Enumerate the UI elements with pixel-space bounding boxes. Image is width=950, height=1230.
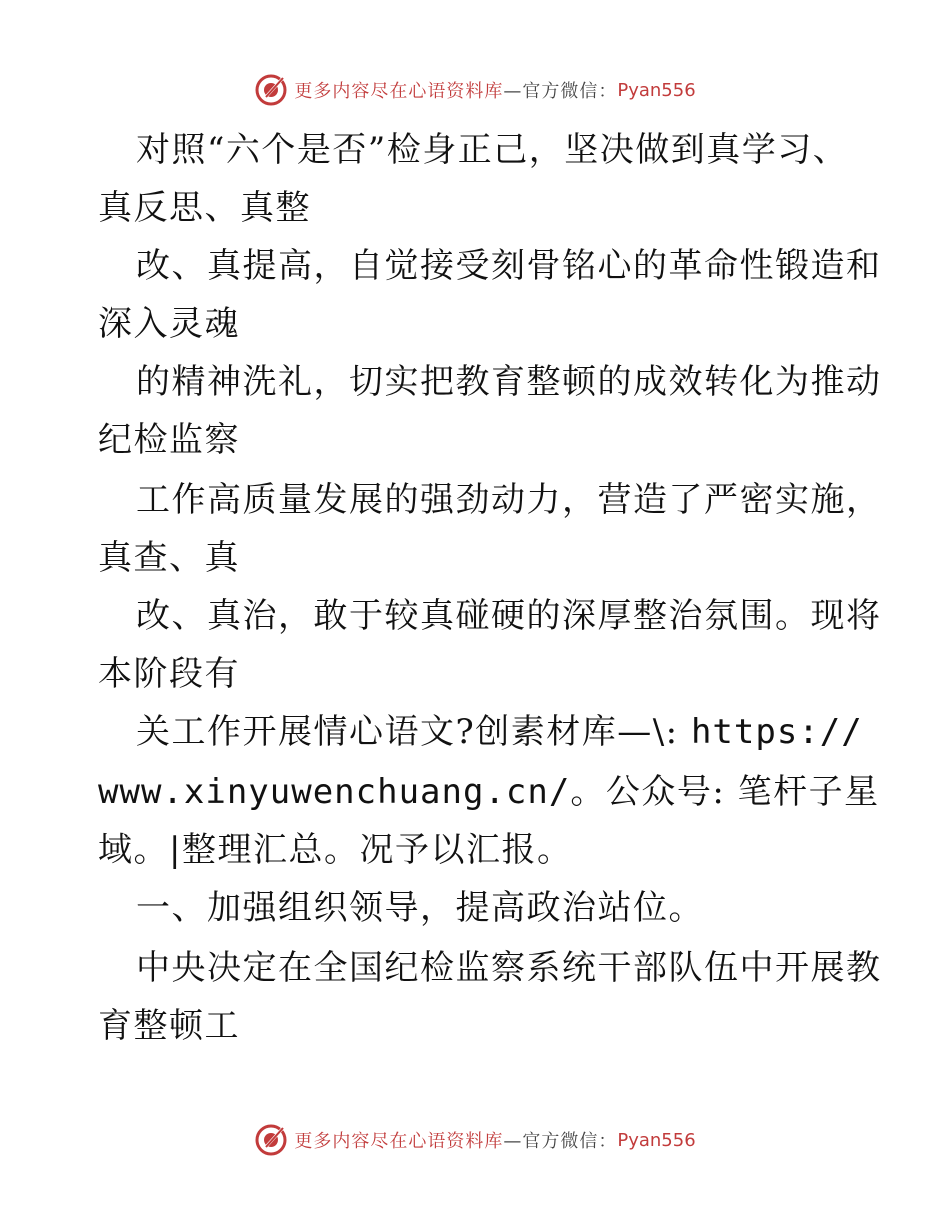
- watermark-wechat-id: Pyan556: [617, 79, 696, 101]
- watermark-separator: —官方微信：: [503, 1131, 618, 1152]
- url-text: www.xinyuwenchuang.cn/: [98, 772, 571, 812]
- paragraph-line: 工作高质量发展的强劲动力，营造了严密实施，: [136, 480, 882, 520]
- header-watermark: [0, 70, 950, 110]
- logo-icon: [254, 1123, 288, 1157]
- watermark-promo: 更多内容尽在心语资料库: [294, 1131, 504, 1152]
- paragraph-line: 深入灵魂: [98, 304, 240, 344]
- line-text: 关工作开展情心语文?创素材库—\:: [136, 712, 691, 752]
- watermark-separator: —官方微信：: [503, 81, 618, 102]
- paragraph-line: 改、真治，敢于较真碰硬的深厚整治氛围。现将: [136, 596, 882, 636]
- paragraph-line: 真查、真: [98, 538, 240, 578]
- paragraph-line-with-link: [98, 772, 880, 812]
- paragraph-line: 的精神洗礼，切实把教育整顿的成效转化为推动: [136, 362, 882, 402]
- logo-icon: [254, 73, 288, 107]
- watermark-wechat-id: Pyan556: [617, 1129, 696, 1151]
- paragraph-line: 真反思、真整: [98, 188, 311, 228]
- footer-watermark: [0, 1120, 950, 1160]
- paragraph-line: 本阶段有: [98, 654, 240, 694]
- paragraph-line-with-link: [136, 712, 863, 752]
- paragraph-line: 改、真提高，自觉接受刻骨铭心的革命性锻造和: [136, 246, 882, 286]
- paragraph-line: 对照“六个是否”检身正己，坚决做到真学习、: [136, 130, 849, 170]
- watermark-promo: 更多内容尽在心语资料库: [294, 81, 504, 102]
- url-text: https://: [690, 712, 863, 752]
- paragraph-line: 域。|整理汇总。况予以汇报。: [98, 830, 573, 870]
- paragraph-line: 纪检监察: [98, 420, 240, 460]
- paragraph-line: 中央决定在全国纪检监察系统干部队伍中开展教: [136, 948, 882, 988]
- section-heading: 一、加强组织领导，提高政治站位。: [136, 888, 704, 928]
- paragraph-line: 育整顿工: [98, 1006, 240, 1046]
- line-text: 。公众号: 笔杆子星: [570, 772, 880, 812]
